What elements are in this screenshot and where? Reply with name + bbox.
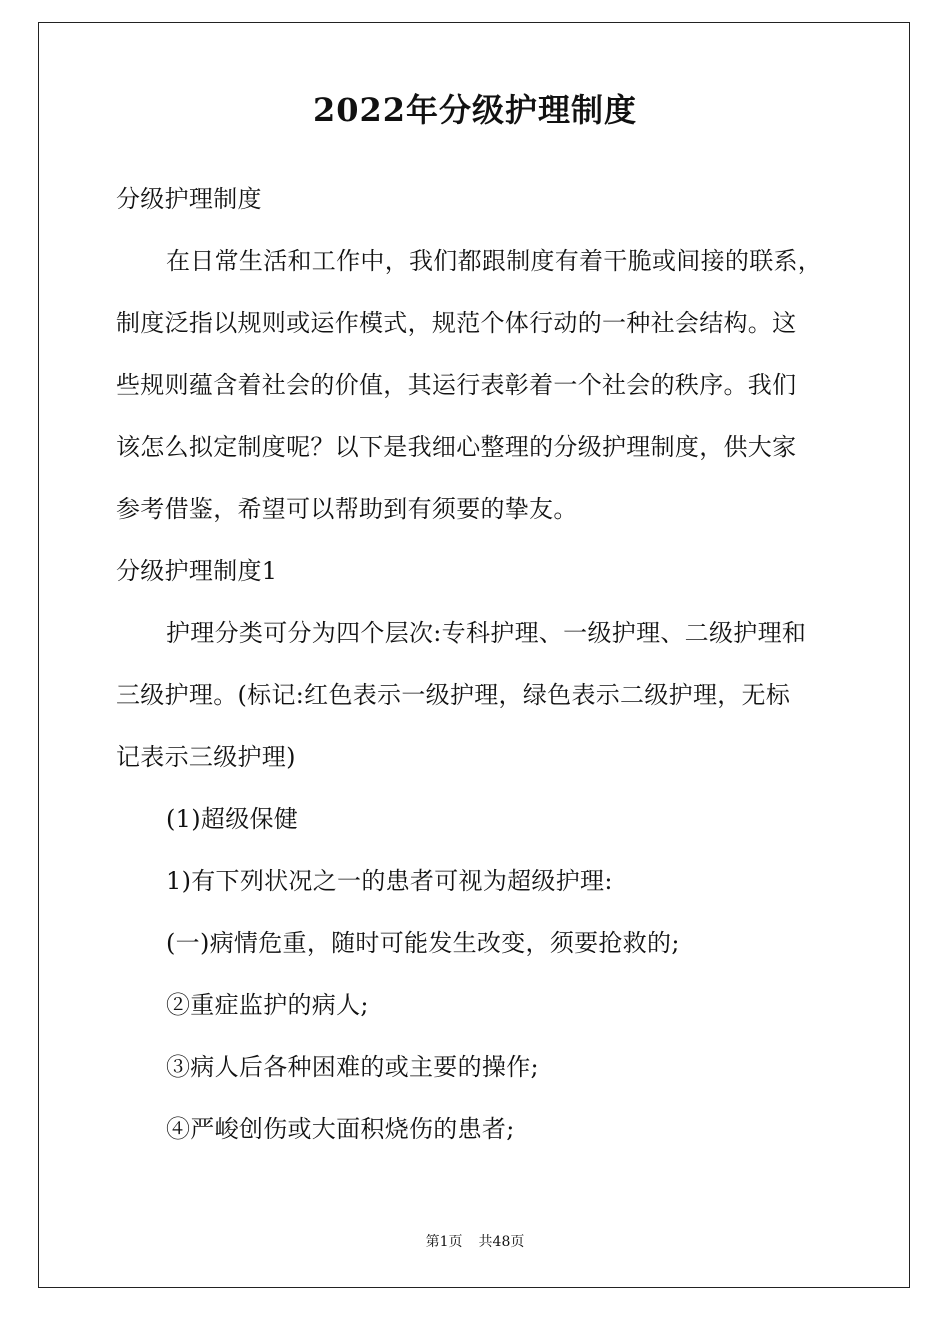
paragraph-line: 在日常生活和工作中，我们都跟制度有着干脆或间接的联系， — [166, 247, 823, 275]
paragraph-line: 护理分类可分为四个层次:专科护理、一级护理、二级护理和 — [166, 619, 807, 647]
list-item: ②重症监护的病人; — [166, 991, 369, 1019]
paragraph-line: 制度泛指以规则或运作模式，规范个体行动的一种社会结构。这 — [116, 309, 797, 337]
page-number-current: 第1页 — [425, 1234, 463, 1250]
page-number-total: 共48页 — [478, 1234, 525, 1250]
list-heading: (1)超级保健 — [166, 805, 299, 833]
paragraph-line: 三级护理。(标记:红色表示一级护理，绿色表示二级护理，无标 — [116, 681, 791, 709]
paragraph-line: 该怎么拟定制度呢？以下是我细心整理的分级护理制度，供大家 — [116, 433, 797, 461]
page-footer — [0, 1232, 950, 1252]
list-intro: 1)有下列状况之一的患者可视为超级护理: — [166, 867, 613, 895]
paragraph-line: 些规则蕴含着社会的价值，其运行表彰着一个社会的秩序。我们 — [116, 371, 797, 399]
section-heading: 分级护理制度1 — [116, 557, 278, 585]
paragraph-line: 记表示三级护理) — [116, 743, 296, 771]
list-item: ④严峻创伤或大面积烧伤的患者; — [166, 1115, 515, 1143]
paragraph-line: 参考借鉴，希望可以帮助到有须要的挚友。 — [116, 495, 578, 523]
list-item: (一)病情危重，随时可能发生改变，须要抢救的; — [166, 929, 680, 957]
list-item: ③病人后各种困难的或主要的操作; — [166, 1053, 539, 1081]
section-heading: 分级护理制度 — [116, 185, 262, 213]
document-title: 2022年分级护理制度 — [312, 91, 638, 129]
